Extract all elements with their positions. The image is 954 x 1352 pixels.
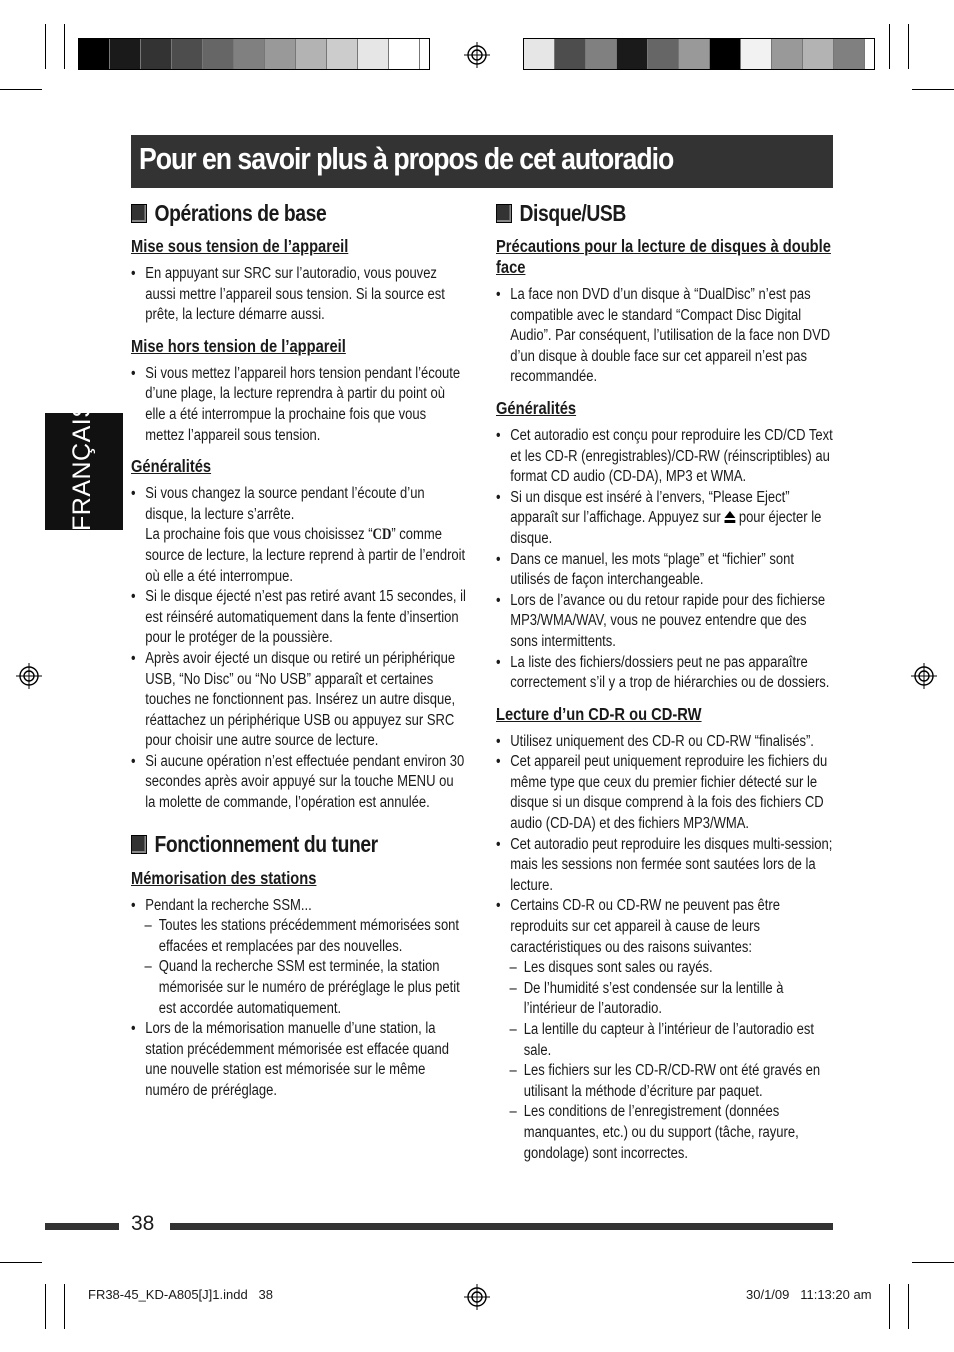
crop-mark <box>45 24 46 69</box>
list-item: • Cet autoradio est conçu pour reproduire les CD/CD Text et les CD-R (enregistrables)/CD-RW (réinscriptibles) au format CD audio (CD-DA), MP3 et WMA. <box>496 426 834 488</box>
color-swatch <box>358 39 389 69</box>
color-swatch <box>203 39 234 69</box>
list-item: • Cet autoradio peut reproduire les disques multi-session; mais les sessions non fermée sont sautées lors de la lecture. <box>496 835 834 897</box>
list-item: • Lors de l’avance ou du retour rapide pour des fichierse MP3/WMA/WAV, vous ne pouvez entendre que des sons intermittents. <box>496 591 834 653</box>
list-item: • Lors de la mémorisation manuelle d’une station, la station précédemment mémorisée est effacée quand une nouvelle station est mémorisée sur le même numéro de préréglage. <box>131 1019 467 1101</box>
list-subitem: – Quand la recherche SSM est terminée, la station mémorisée sur le numéro de préréglage le plus petit est accordée automatiquement. <box>131 957 467 1019</box>
crop-mark <box>0 1262 42 1263</box>
subheading: Généralités <box>131 456 212 477</box>
eject-icon <box>724 511 735 523</box>
color-swatch <box>296 39 327 69</box>
color-swatch <box>710 39 741 69</box>
section-heading: Opérations de base <box>131 198 467 228</box>
list-item: • Si un disque est inséré à l’envers, “Please Eject” apparaît sur l’affichage. Appuyez sur pour éjecter le disque. <box>496 488 834 550</box>
square-bullet-icon <box>131 204 147 223</box>
subheading: Lecture d’un CD-R ou CD-RW <box>496 703 702 724</box>
crop-mark <box>908 24 909 69</box>
color-swatch <box>772 39 803 69</box>
title-bar <box>131 135 833 188</box>
color-swatch <box>555 39 586 69</box>
color-swatch <box>389 39 420 69</box>
color-swatch <box>234 39 265 69</box>
color-calibration-bar-right <box>523 38 875 70</box>
subheading: Mémorisation des stations <box>131 867 317 888</box>
color-swatch <box>172 39 203 69</box>
registration-mark-icon <box>911 663 937 689</box>
subheading: Précautions pour la lecture de disques à double face <box>496 236 831 277</box>
footer-date-info: 30/1/09 11:13:20 am <box>746 1287 872 1302</box>
crop-mark <box>912 89 954 90</box>
color-swatch <box>265 39 296 69</box>
list-item: • En appuyant sur SRC sur l’autoradio, vous pouvez aussi mettre l’appareil sous tension. Si la source est prête, la lecture démarre aussi. <box>131 264 467 326</box>
crop-mark <box>912 1262 954 1263</box>
color-swatch <box>679 39 710 69</box>
crop-mark <box>908 1284 909 1329</box>
subheading: Généralités <box>496 397 577 418</box>
crop-mark <box>64 1284 65 1329</box>
right-column <box>496 198 833 1174</box>
language-tab <box>45 400 123 531</box>
page-title: Pour en savoir plus à propos de cet autoradio <box>139 141 674 176</box>
color-swatch <box>741 39 772 69</box>
crop-mark <box>889 24 890 69</box>
list-item: • La face non DVD d’un disque à “DualDisc” n’est pas compatible avec le standard “Compact Disc Digital Audio”. Par conséquent, l’utilisation de la face non DVD d’un disque à double face sur cet appareil n’est pas recommandée. <box>496 285 834 388</box>
list-item: • La liste des fichiers/dossiers peut ne pas apparaître correctement s’il y a trop de hiérarchies ou de dossiers. <box>496 653 834 694</box>
page-number: 38 <box>131 1212 155 1235</box>
crop-mark <box>64 24 65 69</box>
list-subitem: – La lentille du capteur à l’intérieur de l’autoradio est sale. <box>496 1020 834 1061</box>
footer-file-info: FR38-45_KD-A805[J]1.indd 38 <box>88 1287 273 1302</box>
color-swatch <box>141 39 172 69</box>
subheading: Mise hors tension de l’appareil <box>131 335 346 356</box>
section-heading: Disque/USB <box>496 198 834 228</box>
list-item: • Cet appareil peut uniquement reproduire les fichiers du même type que ceux du premier fichier détecté sur le disque si un disque comprend à la fois des fichiers CD audio (CD-DA) et des fichiers MP3/WMA. <box>496 752 834 834</box>
cd-source-label: CD <box>372 526 392 544</box>
left-column <box>131 198 466 1112</box>
footer-rule-right <box>170 1223 833 1230</box>
color-swatch <box>803 39 834 69</box>
footer-rule-left <box>45 1223 119 1230</box>
list-item: • Si vous mettez l’appareil hors tension pendant l’écoute d’une plage, la lecture reprendra à partir du point où elle a été interrompue la prochaine fois que vous mettez l’appareil sous tension. <box>131 364 467 446</box>
color-swatch <box>79 39 110 69</box>
square-bullet-icon <box>496 204 512 223</box>
list-item: • Pendant la recherche SSM... <box>131 896 467 917</box>
list-subitem: – De l’humidité s’est condensée sur la lentille à l’intérieur de l’autoradio. <box>496 979 834 1020</box>
crop-mark <box>45 1284 46 1329</box>
list-item: • Après avoir éjecté un disque ou retiré un périphérique USB, “No Disc” ou “No USB” apparaît et certaines touches ne fonctionnent pas. Insérez un autre disque, réattachez un périphérique USB ou appuyez sur SRC pour choisir une autre source de lecture. <box>131 649 467 752</box>
list-item: • Utilisez uniquement des CD-R ou CD-RW “finalisés”. <box>496 732 834 753</box>
list-subitem: – Les fichiers sur les CD-R/CD-RW ont été gravés en utilisant la méthode d’écriture par paquet. <box>496 1061 834 1102</box>
crop-mark <box>0 89 42 90</box>
color-swatch <box>834 39 865 69</box>
color-swatch <box>617 39 648 69</box>
list-item: • Dans ce manuel, les mots “plage” et “fichier” sont utilisés de façon interchangeable. <box>496 550 834 591</box>
subheading: Mise sous tension de l’appareil <box>131 236 349 256</box>
color-swatch <box>524 39 555 69</box>
registration-mark-icon <box>16 663 42 689</box>
list-item: • Certains CD-R ou CD-RW ne peuvent pas être reproduits sur cet appareil à cause de leurs caractéristiques ou des raisons suivantes: <box>496 896 834 958</box>
registration-mark-icon <box>464 1284 490 1310</box>
list-subitem: – Les conditions de l’enregistrement (données manquantes, etc.) ou du support (tâche, rayure, gondolage) sont incorrectes. <box>496 1102 834 1164</box>
list-item: • Si le disque éjecté n’est pas retiré avant 15 secondes, il est réinséré automatiquement dans la fente d’insertion pour le protéger de la poussière. <box>131 587 467 649</box>
crop-mark <box>889 1284 890 1329</box>
section-heading: Fonctionnement du tuner <box>131 830 467 860</box>
color-swatch <box>110 39 141 69</box>
registration-mark-icon <box>464 42 490 68</box>
language-label: FRANÇAIS <box>68 400 96 531</box>
color-calibration-bar-left <box>78 38 430 70</box>
color-swatch <box>327 39 358 69</box>
square-bullet-icon <box>131 835 147 854</box>
list-subitem: – Les disques sont sales ou rayés. <box>496 958 834 979</box>
color-swatch <box>648 39 679 69</box>
color-swatch <box>586 39 617 69</box>
list-item: • Si aucune opération n’est effectuée pendant environ 30 secondes après avoir appuyé sur la touche MENU ou la molette de commande, l’opération est annulée. <box>131 752 467 814</box>
list-item: • Si vous changez la source pendant l’écoute d’un disque, la lecture s’arrête. La prochaine fois que vous choisissez “CD” comme source de lecture, la lecture reprend à partir de l’endroit où elle a été interrompue. <box>131 484 467 587</box>
list-subitem: – Toutes les stations précédemment mémorisées sont effacées et remplacées par des nouvelles. <box>131 916 467 957</box>
